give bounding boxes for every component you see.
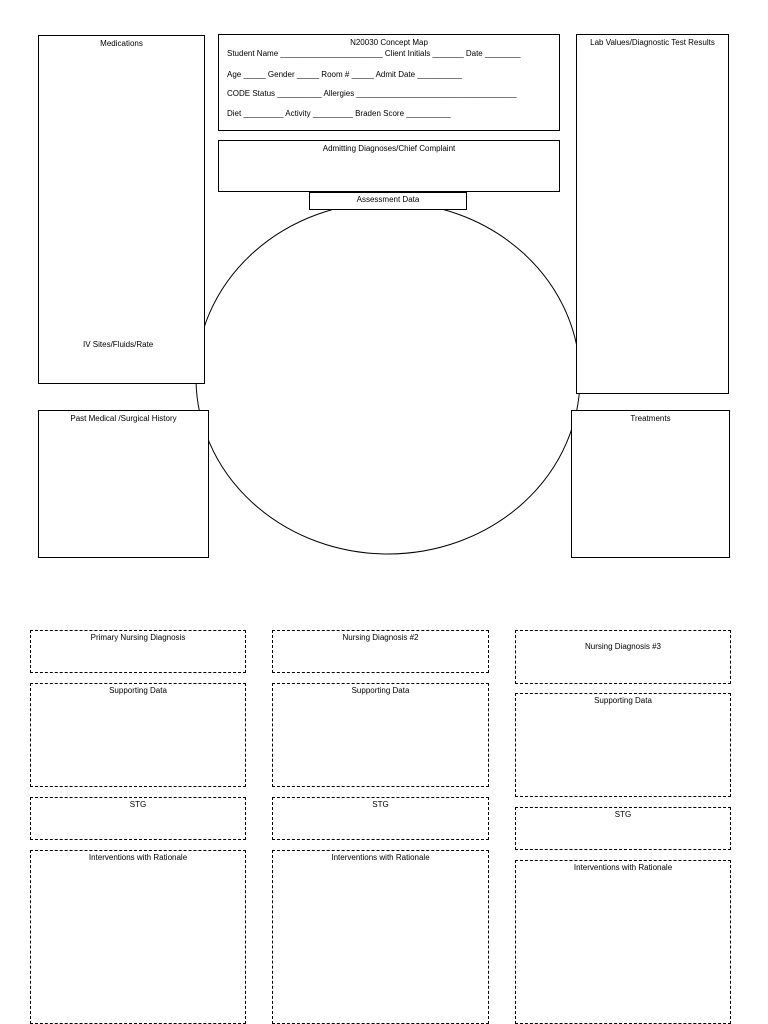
stg-title-2: STG — [372, 800, 389, 809]
stg-title-3: STG — [614, 810, 632, 819]
supporting-data-title-3: Supporting Data — [594, 696, 652, 705]
header-info-box — [218, 34, 560, 131]
stg-box-2[interactable] — [272, 797, 489, 840]
stg-title-1: STG — [129, 800, 147, 809]
diagnosis-2-box[interactable] — [272, 630, 489, 673]
iv-sites-label: IV Sites/Fluids/Rate — [83, 340, 154, 349]
student-info-row[interactable]: Student Name _______________________ Client Initials _______ Date ________ — [227, 49, 521, 58]
assessment-data-box — [309, 192, 467, 210]
interventions-title-1: Interventions with Rationale — [88, 853, 188, 862]
concept-map-title: N20030 Concept Map — [350, 38, 428, 47]
interventions-box-1[interactable] — [30, 850, 246, 1024]
treatments-title: Treatments — [630, 414, 671, 423]
diagnosis-2-title: Nursing Diagnosis #2 — [342, 633, 419, 642]
admitting-diagnoses-box[interactable] — [218, 140, 560, 192]
assessment-data-title: Assessment Data — [356, 195, 420, 204]
primary-diagnosis-title: Primary Nursing Diagnosis — [90, 633, 186, 642]
demographics-row[interactable]: Age _____ Gender _____ Room # _____ Admit Date __________ — [227, 70, 462, 79]
medications-box[interactable] — [38, 35, 205, 384]
interventions-title-3: Interventions with Rationale — [573, 863, 673, 872]
lab-values-title: Lab Values/Diagnostic Test Results — [590, 38, 715, 47]
interventions-box-3[interactable] — [515, 860, 731, 1024]
diet-activity-row[interactable]: Diet _________ Activity _________ Braden Score __________ — [227, 109, 451, 118]
supporting-data-title-2: Supporting Data — [351, 686, 410, 695]
admitting-diagnoses-title: Admitting Diagnoses/Chief Complaint — [322, 144, 456, 153]
diagnosis-3-title: Nursing Diagnosis #3 — [584, 642, 662, 651]
supporting-data-title-1: Supporting Data — [109, 686, 167, 695]
interventions-box-2[interactable] — [272, 850, 489, 1024]
supporting-data-box-3[interactable] — [515, 693, 731, 797]
code-allergies-row[interactable]: CODE Status __________ Allergies ____________________________________ — [227, 89, 517, 98]
medical-history-box[interactable] — [38, 410, 209, 558]
treatments-box[interactable] — [571, 410, 730, 558]
medications-title: Medications — [100, 39, 143, 48]
lab-values-box[interactable] — [576, 34, 729, 394]
stg-box-1[interactable] — [30, 797, 246, 840]
diagnosis-3-box[interactable] — [515, 630, 731, 684]
stg-box-3[interactable] — [515, 807, 731, 850]
primary-diagnosis-box[interactable] — [30, 630, 246, 673]
supporting-data-box-1[interactable] — [30, 683, 246, 787]
medical-history-title: Past Medical /Surgical History — [70, 414, 177, 423]
supporting-data-box-2[interactable] — [272, 683, 489, 787]
interventions-title-2: Interventions with Rationale — [331, 853, 430, 862]
